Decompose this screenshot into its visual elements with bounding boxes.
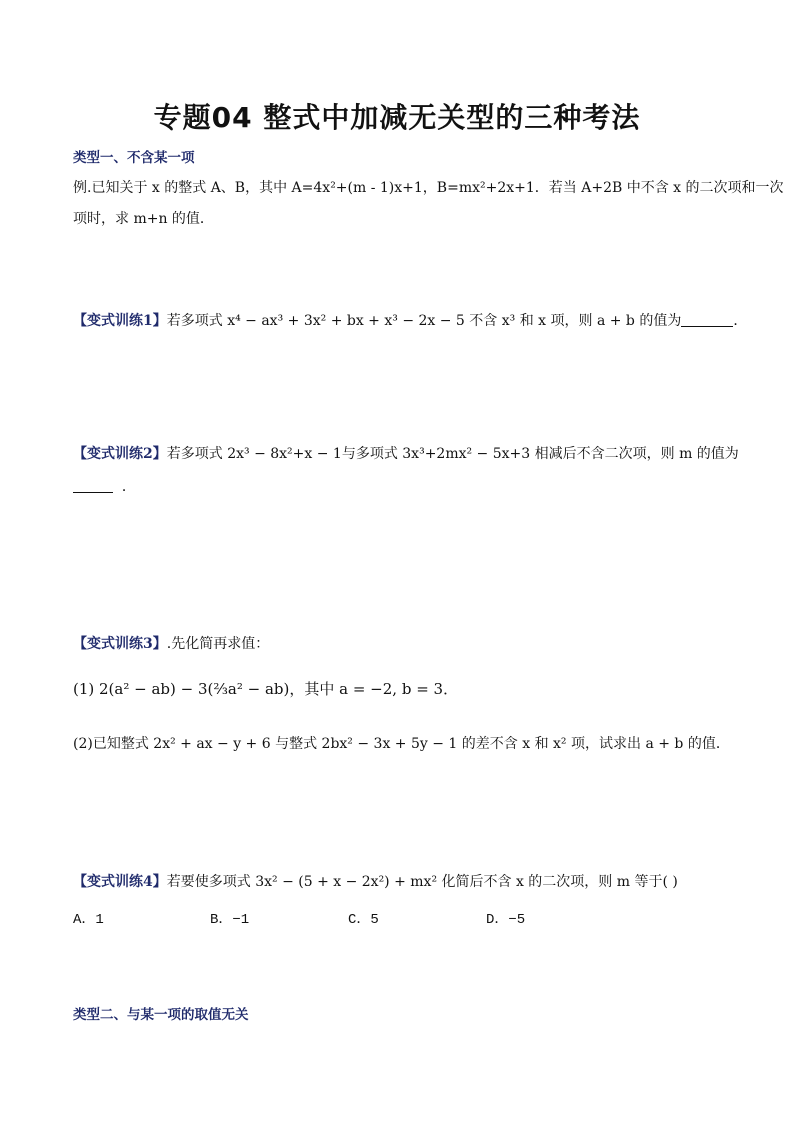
answer-blank-1[interactable]: [681, 312, 733, 327]
option-a[interactable]: A．1: [73, 912, 104, 928]
option-b[interactable]: B．−1: [210, 912, 250, 928]
exercise-1: [73, 310, 747, 330]
section-heading-1: 类型一、不含某一项: [73, 150, 195, 166]
exercise-1-text: 若多项式 x⁴ − ax³ + 3x² + bx + x³ − 2x − 5 不含 x³ 和 x 项，则 a + b 的值为: [166, 313, 682, 329]
example-line-2: 项时，求 m+n 的值．: [73, 211, 214, 227]
exercise-2: [73, 443, 739, 463]
page-title: 专题04 整式中加减无关型的三种考法: [153, 101, 641, 134]
exercise-3-label: 【变式训练3】: [73, 636, 167, 652]
exercise-2-tail: ．: [121, 479, 136, 495]
exercise-2-label: 【变式训练2】: [73, 446, 167, 462]
exercise-1-label: 【变式训练1】: [73, 313, 167, 329]
exercise-3-part-2: (2)已知整式 2x² + ax − y + 6 与整式 2bx² − 3x + 5y − 1 的差不含 x 和 x² 项，试求出 a + b 的值．: [73, 736, 730, 752]
section-heading-2: 类型二、与某一项的取值无关: [73, 1007, 249, 1023]
exercise-2-blank-line: [73, 476, 136, 496]
option-c[interactable]: C．5: [348, 912, 379, 928]
exercise-4: [73, 871, 678, 891]
exercise-4-label: 【变式训练4】: [73, 874, 167, 890]
exercise-3-part-1: (1) 2(a² − ab) − 3(⅔a² − ab)，其中 a = −2, b = 3．: [73, 680, 459, 698]
exercise-1-tail: ．: [733, 313, 748, 329]
example-line-1: 例.已知关于 x 的整式 A、B，其中 A=4x²+(m - 1)x+1，B=mx²+2x+1．若当 A+2B 中不含 x 的二次项和一次: [73, 180, 784, 196]
answer-blank-2[interactable]: [73, 478, 113, 493]
exercise-2-text: 若多项式 2x³ − 8x²+x − 1与多项式 3x³+2mx² − 5x+3 相减后不含二次项，则 m 的值为: [166, 446, 739, 462]
exercise-3-intro: .先化简再求值：: [166, 636, 270, 652]
exercise-4-text: 若要使多项式 3x² − (5 + x − 2x²) + mx² 化简后不含 x 的二次项，则 m 等于( ): [166, 874, 678, 890]
option-d[interactable]: D．−5: [486, 912, 526, 928]
exercise-3-header: [73, 633, 269, 653]
